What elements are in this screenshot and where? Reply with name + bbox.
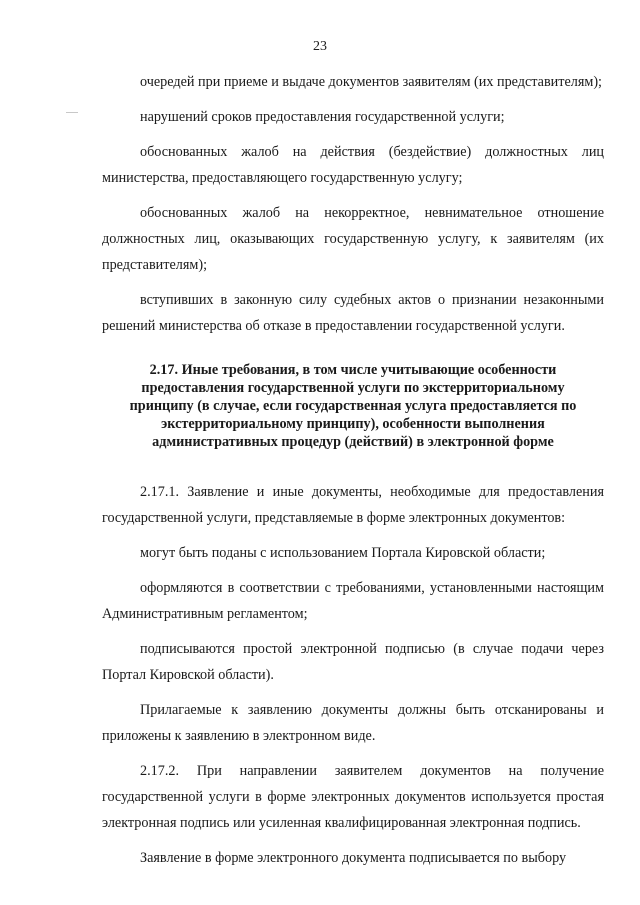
- paragraph-attachments: Прилагаемые к заявлению документы должны быть отсканированы и приложены к заявлению в электронном виде.: [102, 702, 604, 744]
- paragraph-portal: могут быть поданы с использованием Портала Кировской области;: [140, 545, 546, 561]
- paragraph-court-acts: вступивших в законную силу судебных актов о признании незаконными решений министерства об отказе в предоставлении государственной услуги.: [102, 292, 604, 334]
- paragraph-complaints-attitude: обоснованных жалоб на некорректное, невнимательное отношение должностных лиц, оказывающих государственную услугу, к заявителям (их представителям);: [102, 205, 604, 273]
- paragraph-requirements: оформляются в соответствии с требованиями, установленными настоящим Административным регламентом;: [102, 580, 604, 622]
- margin-mark: [66, 112, 78, 113]
- paragraph-2-17-1: 2.17.1. Заявление и иные документы, необходимые для предоставления государственной услуги, представляемые в форме электронных документов:: [102, 484, 604, 526]
- document-body: [102, 69, 604, 871]
- paragraph-complaints-actions: обоснованных жалоб на действия (бездействие) должностных лиц министерства, предоставляющего государственную услугу;: [102, 144, 604, 186]
- paragraph-2-17-2: 2.17.2. При направлении заявителем документов на получение государственной услуги в форме электронных документов используется простая электронная подпись или усиленная квалифицированная электронная подпись.: [102, 763, 604, 831]
- paragraph-signature: подписываются простой электронной подписью (в случае подачи через Портал Кировской области).: [102, 641, 604, 683]
- section-heading: 2.17. Иные требования, в том числе учитывающие особенности предоставления государственной услуги по экстерриториальному принципу (в случае, если государственная услуга предоставляется по экстерриториальному принципу), особенности выполнения административных процедур (действий) в электронной форме: [129, 362, 577, 450]
- paragraph-application-signing: Заявление в форме электронного документа подписывается по выбору: [140, 850, 567, 866]
- paragraph-queues: очередей при приеме и выдаче документов заявителям (их представителям);: [140, 74, 602, 90]
- page-number: 23: [313, 39, 327, 54]
- paragraph-deadlines: нарушений сроков предоставления государственной услуги;: [140, 109, 505, 125]
